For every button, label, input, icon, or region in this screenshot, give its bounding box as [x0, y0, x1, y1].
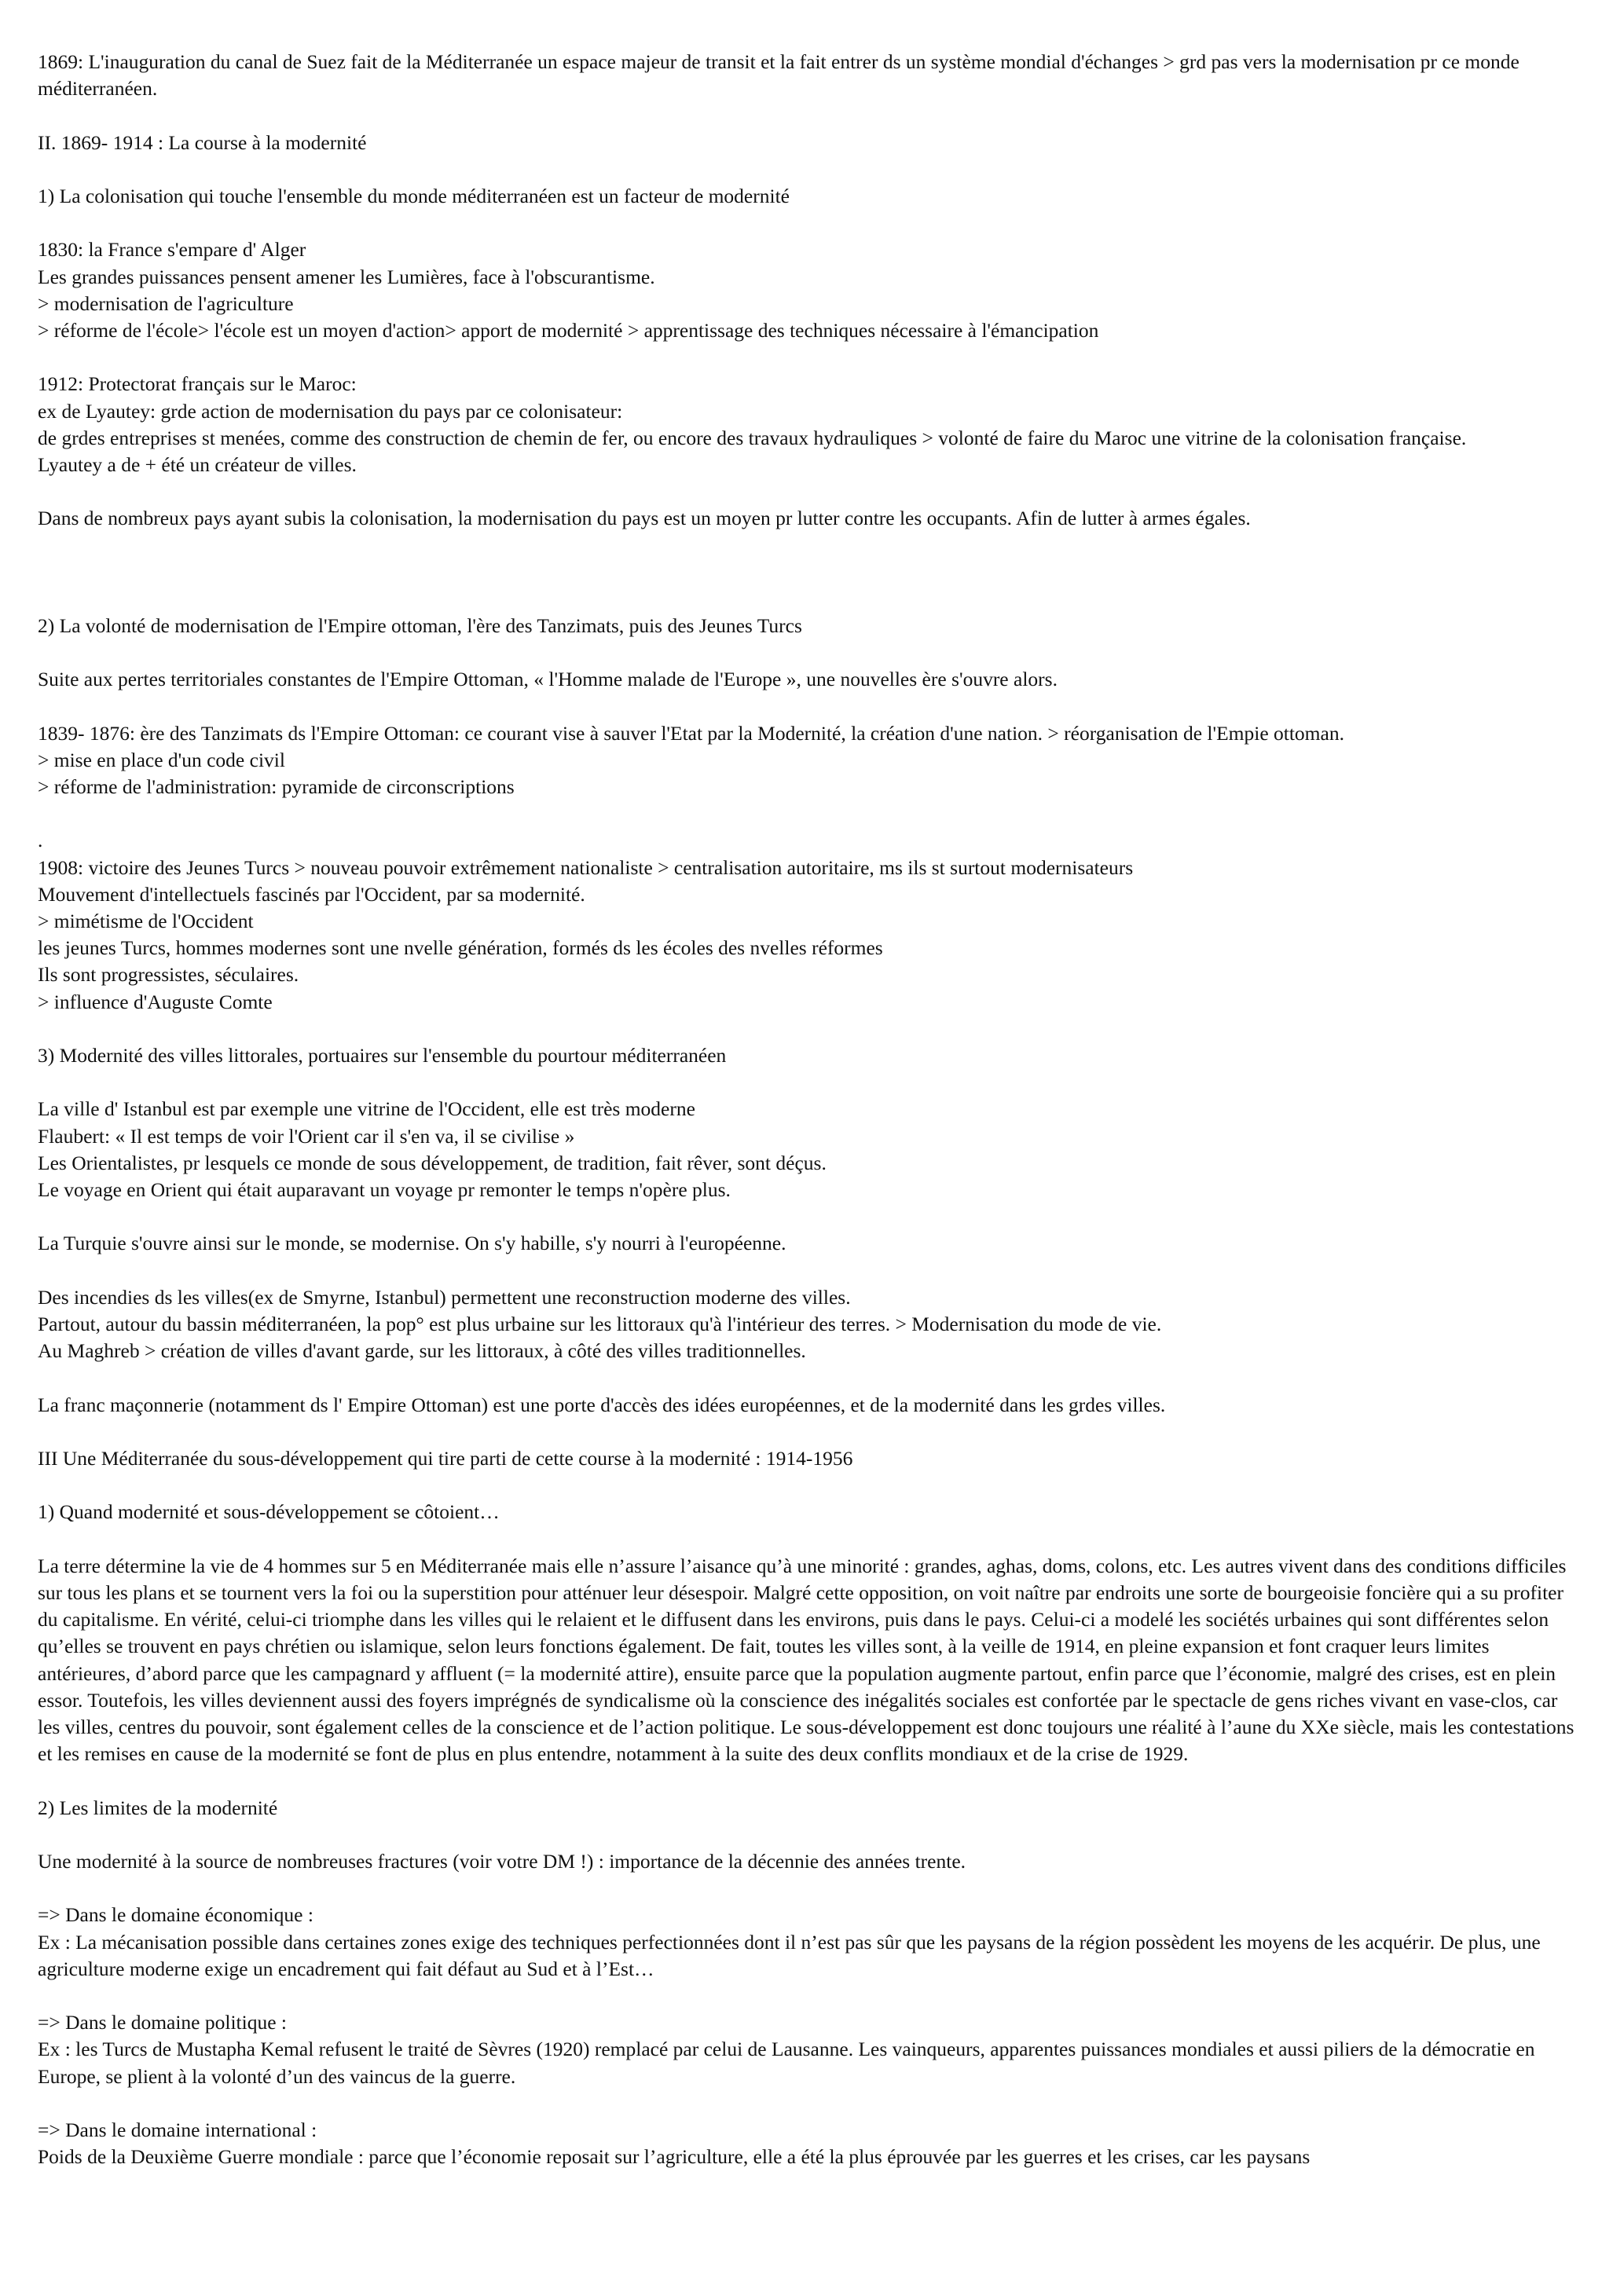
text-line: Flaubert: « Il est temps de voir l'Orient car il s'en va, il se civilise »: [38, 1124, 575, 1148]
text-line: Partout, autour du bassin méditerranéen, la pop° est plus urbaine sur les littoraux qu'à l'intérieur des terres. > Modernisation du mode de vie.: [38, 1312, 1162, 1335]
paragraph-tanzimats: [38, 720, 1585, 801]
paragraph-colonisation-lutte: [38, 505, 1585, 532]
text-line: Le voyage en Orient qui était auparavant un voyage pr remonter le temps n'opère plus.: [38, 1177, 731, 1201]
text-line: > mimétisme de l'Occident: [38, 909, 254, 932]
text-line: La terre détermine la vie de 4 hommes sur 5 en Méditerranée mais elle n’assure l’aisance qu’à une minorité : grandes, aghas, doms, colons, etc. Les autres vivent dans des conditions difficiles sur tous les plans et se tournent vers la foi ou la superstition pour atténuer leur désespoir. Malgré cette opposition, on voit naître par endroits une sorte de bourgeoisie foncière qui a su profiter du capitalisme. En vérité, celui-ci triomphe dans les villes qui le relaient et le diffusent dans les environs, puis dans le pays. Celui-ci a modelé les sociétés urbaines qui sont différentes selon qu’elles se trouvent en pays chrétien ou islamique, selon leurs fonctions également. De fait, toutes les villes sont, à la veille de 1914, en pleine expansion et font craquer leurs limites antérieures, d’abord parce que les campagnard y affluent (= la modernité attire), ensuite parce que la population augmente partout, enfin parce que l’économie, malgré des crises, est en plein essor. Toutefois, les villes deviennent aussi des foyers imprégnés de syndicalisme où la conscience des inégalités sociales est confortée par le spectacle de gens riches vivant en vase-clos, car les villes, centres du pouvoir, sont également celles de la conscience et de l’action politique. Le sous-développement est donc toujours une réalité à l’aune du XXe siècle, mais les contestations et les remises en cause de la modernité se font de plus en plus entendre, notamment à la suite des deux conflits mondiaux et de la crise de 1929.: [38, 1554, 1575, 1766]
text-line: Des incendies ds les villes(ex de Smyrne, Istanbul) permettent une reconstruction moderne des villes.: [38, 1285, 851, 1309]
paragraph-politique: [38, 2009, 1585, 2090]
text-line: => Dans le domaine politique :: [38, 2011, 287, 2034]
text-line: 1839- 1876: ère des Tanzimats ds l'Empire Ottoman: ce courant vise à sauver l'Etat par la Modernité, la création d'une nation. > réorganisation de l'Empie ottoman.: [38, 721, 1344, 745]
text-line: Les grandes puissances pensent amener les Lumières, face à l'obscurantisme.: [38, 265, 655, 288]
text-line: > influence d'Auguste Comte: [38, 990, 273, 1013]
subheading-modernite-sous-developpement: [38, 1499, 1585, 1525]
text-line: .: [38, 829, 43, 852]
paragraph-fractures: [38, 1848, 1585, 1875]
section-heading-iii: [38, 1445, 1585, 1472]
text-line: III Une Méditerranée du sous-développement qui tire parti de cette course à la modernité : 1914-1956: [38, 1446, 853, 1470]
text-line: Ex : La mécanisation possible dans certaines zones exige des techniques perfectionnées dont il n’est pas sûr que les paysans de la région possèdent les moyens de les acquérir. De plus, une agriculture moderne exige un encadrement qui fait défaut au Sud et à l’Est…: [38, 1930, 1541, 1980]
text-line: Une modernité à la source de nombreuses fractures (voir votre DM !) : importance de la décennie des années trente.: [38, 1849, 966, 1873]
text-line: de grdes entreprises st menées, comme des construction de chemin de fer, ou encore des travaux hydrauliques > volonté de faire du Maroc une vitrine de la colonisation française.: [38, 426, 1467, 449]
text-line: > mise en place d'un code civil: [38, 748, 285, 771]
paragraph-suez: [38, 49, 1585, 102]
section-heading-ii: [38, 130, 1585, 156]
text-line: Ex : les Turcs de Mustapha Kemal refusent le traité de Sèvres (1920) remplacé par celui de Lausanne. Les vainqueurs, apparentes puissances mondiales et aussi piliers de la démocratie en Europe, se plient à la volonté d’un des vaincus de la guerre.: [38, 2038, 1535, 2088]
text-line: Poids de la Deuxième Guerre mondiale : parce que l’économie reposait sur l’agriculture, elle a été la plus éprouvée par les guerres et les crises, car les paysans: [38, 2145, 1311, 2169]
text-line: Les Orientalistes, pr lesquels ce monde de sous développement, de tradition, fait rêver, sont déçus.: [38, 1151, 827, 1174]
paragraph-franc-maconnerie: [38, 1392, 1585, 1419]
paragraph-incendies: [38, 1284, 1585, 1365]
paragraph-jeunes-turcs: [38, 827, 1585, 1015]
subheading-villes-littorales: [38, 1042, 1585, 1069]
text-line: La Turquie s'ouvre ainsi sur le monde, se modernise. On s'y habille, s'y nourri à l'européenne.: [38, 1232, 786, 1255]
paragraph-alger: [38, 236, 1585, 344]
text-line: 3) Modernité des villes littorales, portuaires sur l'ensemble du pourtour méditerranéen: [38, 1043, 727, 1067]
text-line: Dans de nombreux pays ayant subis la colonisation, la modernisation du pays est un moyen pr lutter contre les occupants. Afin de lutter à armes égales.: [38, 507, 1251, 530]
subheading-limites: [38, 1795, 1585, 1822]
text-line: Au Maghreb > création de villes d'avant garde, sur les littoraux, à côté des villes traditionnelles.: [38, 1339, 806, 1363]
text-line: Lyautey a de + été un créateur de villes.: [38, 452, 357, 476]
text-line: 1830: la France s'empare d' Alger: [38, 238, 306, 262]
paragraph-terre: [38, 1553, 1585, 1768]
text-line: La franc maçonnerie (notamment ds l' Empire Ottoman) est une porte d'accès des idées européennes, et de la modernité dans les grdes villes.: [38, 1393, 1166, 1416]
paragraph-turquie: [38, 1230, 1585, 1257]
subheading-empire-ottoman: [38, 613, 1585, 639]
text-line: > réforme de l'administration: pyramide de circonscriptions: [38, 774, 515, 798]
text-line: La ville d' Istanbul est par exemple une vitrine de l'Occident, elle est très moderne: [38, 1097, 695, 1121]
text-line: Mouvement d'intellectuels fascinés par l'Occident, par sa modernité.: [38, 882, 585, 906]
text-line: 2) La volonté de modernisation de l'Empire ottoman, l'ère des Tanzimats, puis des Jeunes Turcs: [38, 613, 802, 637]
text-line: > modernisation de l'agriculture: [38, 291, 294, 315]
paragraph-homme-malade: [38, 666, 1585, 693]
text-line: 1) Quand modernité et sous-développement se côtoient…: [38, 1500, 500, 1524]
text-line: 1908: victoire des Jeunes Turcs > nouveau pouvoir extrêmement nationaliste > centralisation autoritaire, ms ils st surtout modernisateurs: [38, 855, 1134, 879]
vertical-gap: [38, 559, 1585, 613]
text-line: Ils sont progressistes, séculaires.: [38, 963, 299, 987]
paragraph-economique: [38, 1902, 1585, 1983]
text-line: 1) La colonisation qui touche l'ensemble du monde méditerranéen est un facteur de modernité: [38, 184, 790, 207]
paragraph-maroc: [38, 371, 1585, 478]
text-line: ex de Lyautey: grde action de modernisation du pays par ce colonisateur:: [38, 399, 623, 423]
text-line: II. 1869- 1914 : La course à la modernité: [38, 130, 367, 154]
text-line: => Dans le domaine international :: [38, 2118, 317, 2141]
text-line: 1869: L'inauguration du canal de Suez fait de la Méditerranée un espace majeur de transit et la fait entrer ds un système mondial d'échanges > grd pas vers la modernisation pr ce monde méditerranéen.: [38, 50, 1520, 101]
text-line: les jeunes Turcs, hommes modernes sont une nvelle génération, formés ds les écoles des nvelles réformes: [38, 936, 883, 960]
text-line: => Dans le domaine économique :: [38, 1903, 313, 1927]
subheading-colonisation: [38, 183, 1585, 210]
text-line: 1912: Protectorat français sur le Maroc:: [38, 372, 357, 396]
text-line: 2) Les limites de la modernité: [38, 1796, 278, 1819]
paragraph-istanbul: [38, 1096, 1585, 1203]
paragraph-international: [38, 2117, 1585, 2170]
text-line: > réforme de l'école> l'école est un moyen d'action> apport de modernité > apprentissage des techniques nécessaire à l'émancipation: [38, 318, 1099, 342]
text-line: Suite aux pertes territoriales constantes de l'Empire Ottoman, « l'Homme malade de l'Europe », une nouvelles ère s'ouvre alors.: [38, 668, 1058, 691]
